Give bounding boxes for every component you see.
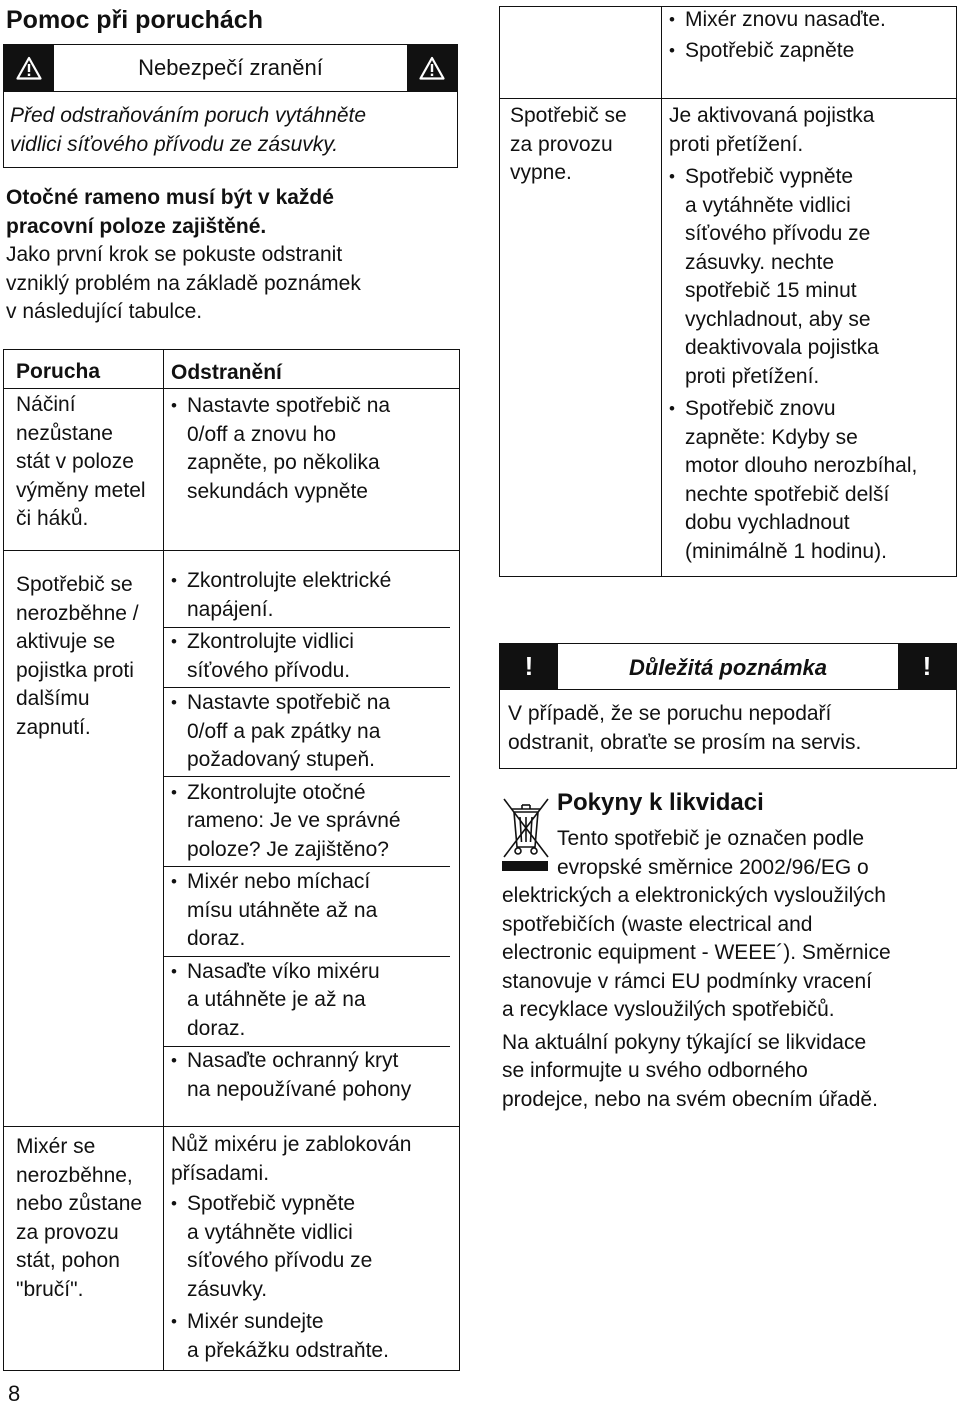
table-bottom-border <box>499 576 957 577</box>
list-item: • Mixér nebo míchací mísu utáhněte až na doraz. <box>171 868 411 954</box>
column-header-fix: Odstranění <box>171 361 282 384</box>
crossed-out-bin-icon <box>500 795 552 886</box>
fix-list <box>171 392 390 506</box>
table-left-border <box>499 6 500 577</box>
column-header-fault: Porucha <box>16 360 101 383</box>
list-item: • Spotřebič vypněte a vytáhněte vidlici síťového přívodu ze zásuvky. nechte spotřebič 15 minut vychladnout, aby se deaktivovala pojistka proti přetížení. <box>669 163 917 391</box>
fix-cell: Nůž mixéru je zablokován přísadami. • Spotřebič vypněte a vytáhněte vidlici síťového přívodu ze zásuvky. • Mixér sundejte a překážku odstraňte. <box>171 1131 411 1365</box>
warning-box <box>3 44 458 168</box>
table-column-divider <box>163 349 164 1371</box>
table-header-border <box>3 388 460 389</box>
disposal-text: elektrických a elektronických vysloužilých spotřebičích (waste electrical and electronic equipment - WEEE´). Směrnice stanovuje v rámci EU podmínky vracení a recyklace vysloužilých spotřebičů. Na aktuální pokyny týkající se likvidace se informujte u svého odborného prodejce, nebo na svém obecním úřadě. <box>502 884 891 1111</box>
fault-cell: Spotřebič se za provozu vypne. <box>510 104 627 184</box>
warning-triangle-icon <box>4 45 54 91</box>
list-item: • Mixér sundejte a překážku odstraňte. <box>171 1308 411 1365</box>
list-item: • Spotřebič zapněte <box>669 37 886 66</box>
table-top-border <box>3 349 460 350</box>
table-left-border <box>3 349 4 1371</box>
warning-heading: Nebezpečí zranění <box>138 55 323 80</box>
list-item: • Nasaďte ochranný kryt na nepoužívané pohony <box>171 1047 411 1104</box>
disposal-text-indented: Tento spotřebič je označen podle evropské směrnice 2002/96/EG o <box>557 827 869 879</box>
fix-list <box>171 1190 411 1365</box>
page-number: 8 <box>8 1381 21 1406</box>
warning-header <box>4 45 457 92</box>
list-item: • Spotřebič znovu zapněte: Kdyby se motor dlouho nerozbíhal, nechte spotřebič delší dobu vychladnout (minimálně 1 hodinu). <box>669 395 917 566</box>
fix-list <box>171 567 411 1104</box>
list-item: • Nasaďte víko mixéru a utáhněte je až na doraz. <box>171 958 411 1044</box>
list-item: • Zkontrolujte vidlici síťového přívodu. <box>171 628 411 685</box>
table-right-border <box>459 349 460 1371</box>
list-item: • Zkontrolujte elektrické napájení. <box>171 567 411 624</box>
exclamation-icon: ! <box>898 644 956 689</box>
warning-triangle-icon <box>407 45 457 91</box>
disposal-heading: Pokyny k likvidaci <box>557 789 764 816</box>
important-note-header <box>500 644 956 690</box>
important-note-box <box>499 643 957 769</box>
list-item: • Zkontrolujte otočné rameno: Je ve správné poloze? Je zajištěno? <box>171 779 411 865</box>
important-note-heading: Důležitá poznámka <box>628 655 828 680</box>
fix-cell: Je aktivovaná pojistka proti přetížení. • Spotřebič vypněte a vytáhněte vidlici síťového přívodu ze zásuvky. nechte spotřebič 15 minut vychladnout, aby se deaktivovala pojistka proti přetížení. • Spotřebič znovu zapněte: Kdyby se motor dlouho nerozbíhal, nechte spotřebič delší dobu vychladnout (minimálně 1 hodinu). <box>669 102 917 566</box>
list-item: • Mixér znovu nasaďte. <box>669 6 886 35</box>
fault-cell: Náčiní nezůstane stát v poloze výměny metel či háků. <box>16 393 146 530</box>
list-item: • Nastavte spotřebič na 0/off a pak zpátky na požadovaný stupeň. <box>171 689 411 775</box>
table-row-border <box>499 98 957 99</box>
table-right-border <box>956 6 957 577</box>
fault-cell: Spotřebič se nerozběhne / aktivuje se pojistka proti dalšímu zapnutí. <box>16 573 139 739</box>
exclamation-icon: ! <box>500 644 558 689</box>
table-column-divider <box>661 6 662 577</box>
fix-list <box>669 163 917 566</box>
fault-cell: Mixér se nerozběhne, nebo zůstane za provozu stát, pohon "bručí". <box>16 1135 143 1301</box>
important-note-text: V případě, že se poruchu nepodaří odstranit, obraťte se prosím na servis. <box>508 702 862 754</box>
fix-list <box>669 6 886 65</box>
list-item: • Spotřebič vypněte a vytáhněte vidlici síťového přívodu ze zásuvky. <box>171 1190 411 1304</box>
list-item: • Nastavte spotřebič na 0/off a znovu ho zapněte, po několika sekundách vypněte <box>171 392 390 506</box>
table-row-border <box>3 1126 460 1127</box>
table-bottom-border <box>3 1370 460 1371</box>
table-row-border <box>3 550 460 551</box>
page-title: Pomoc při poruchách <box>6 6 263 34</box>
warning-text: Před odstraňováním poruch vytáhněte vidlici síťového přívodu ze zásuvky. <box>10 104 367 156</box>
intro-text: Otočné rameno musí být v každé pracovní poloze zajištěné. Jako první krok se pokuste odstranit vzniklý problém na základě poznámek v následující tabulce. <box>6 186 361 323</box>
